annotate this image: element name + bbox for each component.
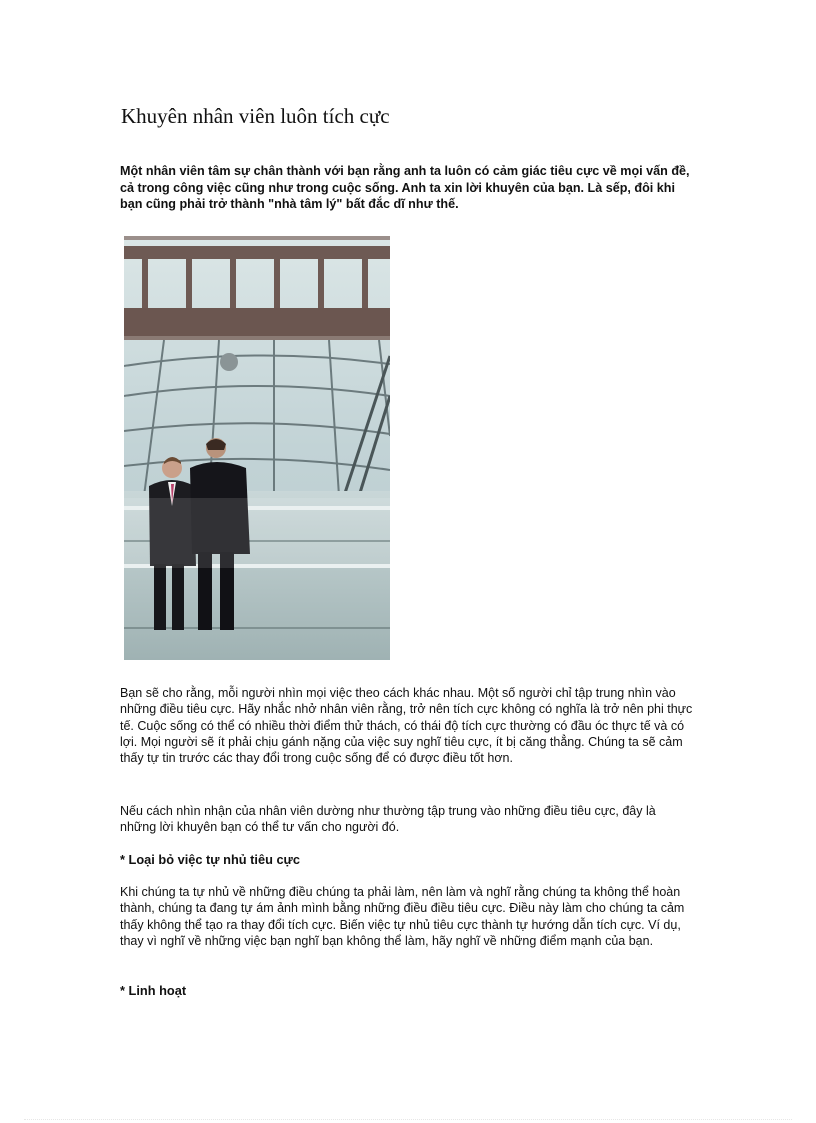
- body-paragraph-3: Khi chúng ta tự nhủ về những điều chúng ta phải làm, nên làm và nghĩ rằng chúng ta không thể hoàn thành, chúng ta đang tự ám ảnh mình bằng những điều điều tiêu cực. Điều này làm cho chúng ta cảm thấy không thể tạo ra thay đổi tích cực. Biến việc tự nhủ tiêu cực thành tự hướng dẫn tích cực. Ví dụ, thay vì nghĩ về những việc bạn nghĩ bạn không thể làm, hãy nghĩ về những điểm mạnh của bạn.: [120, 885, 685, 948]
- article-lead: Một nhân viên tâm sự chân thành với bạn rằng anh ta luôn có cảm giác tiêu cực về mọi vấn đề, cả trong công việc cũng như trong cuộc sống. Anh ta xin lời khuyên của bạn. Là sếp, đôi khi bạn cũng phải trở thành "nhà tâm lý" bất đắc dĩ như thế.: [120, 164, 690, 211]
- article-title: Khuyên nhân viên luôn tích cực: [121, 104, 390, 128]
- page-divider: [24, 1119, 792, 1120]
- body-paragraph-1: Bạn sẽ cho rằng, mỗi người nhìn mọi việc theo cách khác nhau. Một số người chỉ tập trung nhìn vào những điều tiêu cực. Hãy nhắc nhở nhân viên rằng, trở nên tích cực không có nghĩa là trở nên phi thực tế. Cuộc sống có thể có nhiều thời điểm thử thách, có thái độ tích cực thường có đầu óc thực tế và có lợi. Mọi người sẽ ít phải chịu gánh nặng của việc suy nghĩ tiêu cực, ít bị căng thẳng. Chúng ta sẽ cảm thấy tự tin trước các thay đổi trong cuộc sống để có được điều tốt hơn.: [120, 686, 693, 766]
- section-heading-2: * Linh hoạt: [120, 983, 187, 998]
- section-heading-1: * Loại bỏ việc tự nhủ tiêu cực: [120, 852, 300, 867]
- article-photo: [124, 236, 390, 660]
- body-paragraph-2: Nếu cách nhìn nhận của nhân viên dường như thường tập trung vào những điều tiêu cực, đây là những lời khuyên bạn có thể tư vấn cho người đó.: [120, 804, 656, 835]
